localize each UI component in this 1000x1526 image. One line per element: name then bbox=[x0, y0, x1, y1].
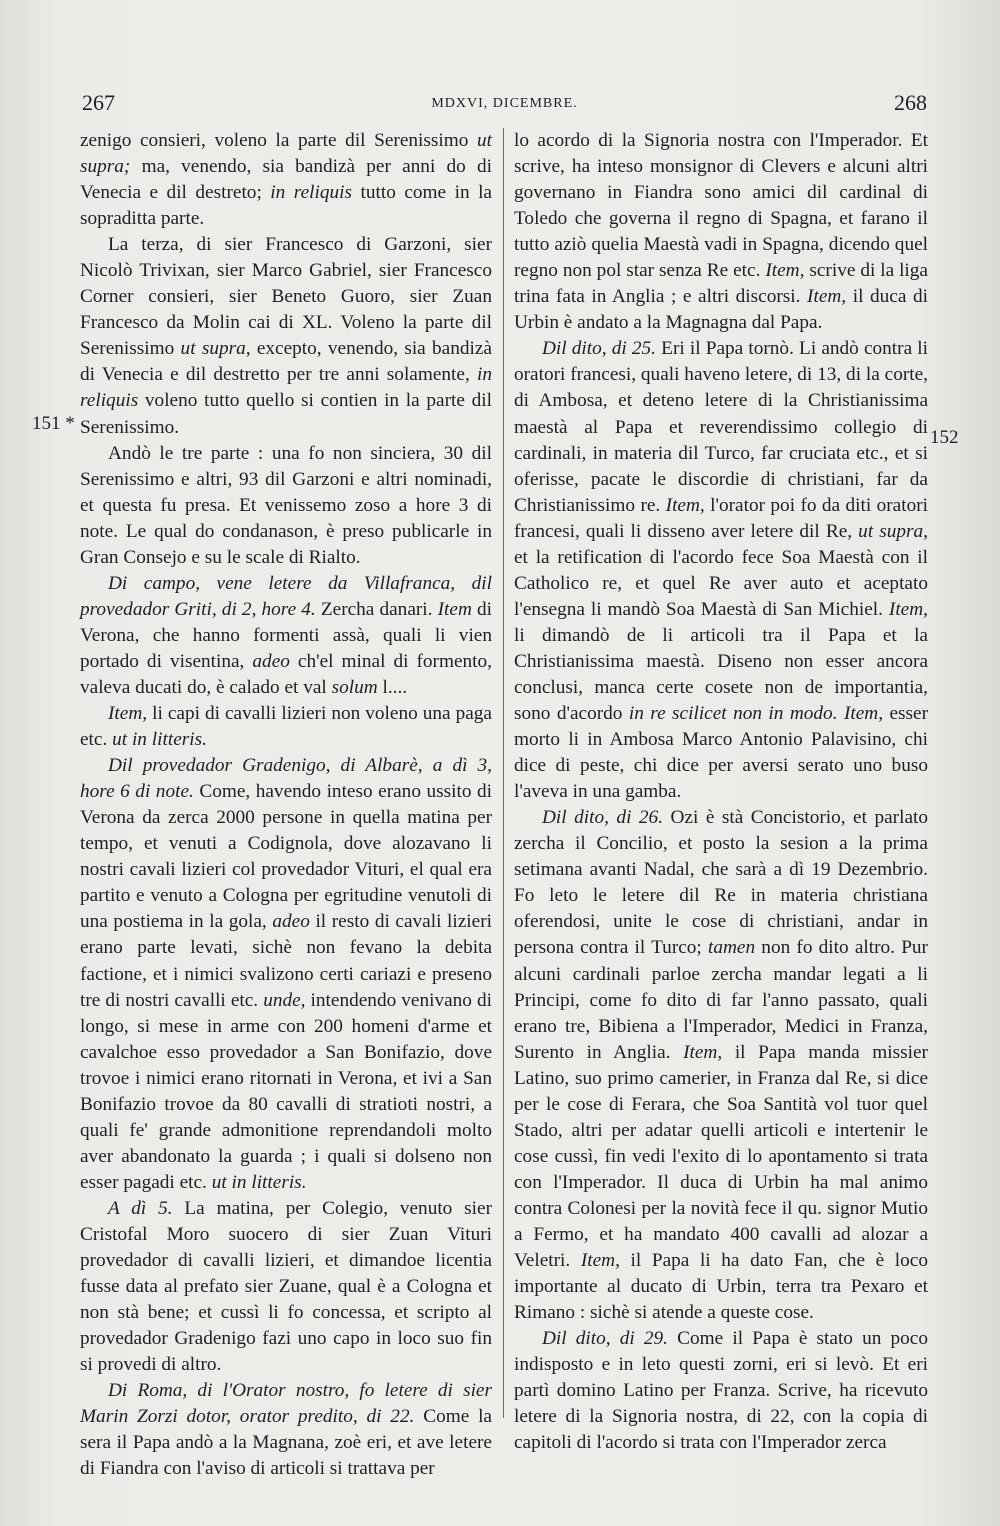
text-run: li capi di cavalli lizieri non voleno una paga etc. bbox=[80, 703, 492, 751]
italic-text-run: Di campo, vene letere da Villafranca, dil provedador Griti, di 2, hore 4. bbox=[80, 572, 492, 620]
column-divider bbox=[503, 128, 504, 1418]
italic-text-run: Item, bbox=[683, 1041, 723, 1063]
text-run: di Verona, che hanno formenti assà, quali li vien portado di visentina, bbox=[80, 598, 492, 672]
italic-text-run: Item, bbox=[580, 1250, 620, 1272]
italic-text-run: adeo bbox=[252, 650, 290, 672]
paragraph bbox=[514, 128, 928, 336]
italic-text-run: Di Roma, di l'Orator nostro, fo letere di sier Marin Zorzi dotor, orator predito, di 22. bbox=[80, 1380, 492, 1428]
text-run: La matina, per Colegio, venuto sier Cristofal Moro suocero di sier Zuan Vituri provedador di cavalli lizieri, et dimandoe licentia fusse data al prefato sier Zuane, qual è a Cologna et non stà bene; et cussì li fo concessa, et scripto al provedador Gradenigo fazi uno capo in loco suo fin si provedi di altro. bbox=[80, 1197, 493, 1376]
paragraph bbox=[514, 336, 928, 805]
paragraph bbox=[514, 805, 928, 1326]
italic-text-run: ut supra; bbox=[80, 130, 492, 178]
paragraph bbox=[80, 571, 492, 701]
italic-text-run: Item, bbox=[888, 598, 928, 620]
paragraph bbox=[80, 753, 492, 1196]
text-run: Ozi è stà Concistorio, et parlato zercha il Concilio, et posto la sesion a la prima setimana avanti Nadal, che sarà a dì 19 Dezembrio. Fo leto le letere dil Re in materia christiana oferendosi, unite le cose di christiani, andar in persona contra il Turco; bbox=[514, 807, 928, 959]
italic-text-run: Dil dito, di 26. bbox=[542, 807, 664, 829]
italic-text-run: unde, bbox=[263, 989, 306, 1011]
text-run: esser morto li in Ambosa Marco Antonio Palavisino, chi dice di peste, chi dice per aversi serato uno buso l'aveva in una gamba. bbox=[514, 703, 928, 803]
paragraph bbox=[80, 128, 492, 232]
italic-text-run: in re scilicet non in modo. Item, bbox=[628, 703, 884, 725]
margin-number-right: 152 bbox=[930, 427, 959, 448]
text-run: lo acordo di la Signoria nostra con l'Imperador. Et scrive, ha inteso monsignor di Clevers e alcuni altri governano in Fiandra sono amici dil cardinal di Toledo che governa il regno di Spagna, et farano il tutto aziò quelia Maestà vadi in Spagna, dicendo quel regno non pol star senza Re etc. bbox=[514, 130, 928, 282]
text-run: il duca di Urbin è andato a la Magnagna dal Papa. bbox=[514, 286, 928, 334]
italic-text-run: ut in litteris. bbox=[112, 729, 207, 751]
text-run: l.... bbox=[377, 676, 408, 698]
italic-text-run: Item, bbox=[108, 703, 148, 725]
text-run: il Papa manda missier Latino, suo primo camerier, in Franza dal Re, si dice per le cose di Ferara, che Soa Santità vol tuor quel Stado, altri per adatar quelli articoli e intertenir le cose cussì, fin vedi l'exito di lo apontamento si trata con l'Imperador. Il duca di Urbin ha mal animo contra Colonesi per la novità fece il qu. signor Mutio a Fermo, et ha mandato 400 cavalli ad alozar a Veletri. bbox=[514, 1041, 928, 1272]
text-run: il Papa li ha dato Fan, che è loco importante al ducato di Urbin, terra tra Pexaro et Rimano : sichè si atende a queste cose. bbox=[514, 1250, 928, 1324]
italic-text-run: Item, bbox=[765, 260, 805, 282]
right-text-column bbox=[514, 128, 928, 1456]
italic-text-run: solum bbox=[331, 676, 378, 698]
italic-text-run: adeo bbox=[272, 911, 310, 933]
paragraph bbox=[80, 1378, 492, 1482]
text-run: li dimandò de li articoli tra il Papa et la Christianissima maestà. Diseno non esser ancora conclusi, manca certe cosete non de importantia, sono d'acordo bbox=[514, 624, 928, 725]
text-run: Eri il Papa tornò. Li andò contra li oratori francesi, quali haveno letere, di 13, di la corte, di Ambosa, et deteno letere di la Christianissima maestà al Papa et reverendissimo collegio di cardinali, in materia dil Turco, far cruciata etc., et si oferisse, pacate le discordie di christiani, far da Christianissimo re. bbox=[514, 338, 928, 516]
text-run: tutto come in la sopraditta parte. bbox=[80, 182, 492, 230]
italic-text-run: Dil dito, di 29. bbox=[542, 1328, 668, 1350]
text-run: Come, havendo inteso erano ussito di Verona da zerca 2000 persone in quella matina per tempo, et venuti a Codignola, dove alozavano li nostri cavali lizieri col provedador Vituri, el qual era partito e venuto a Cologna per egritudine venutoli di una postiema in la gola, bbox=[80, 781, 492, 933]
paragraph bbox=[80, 701, 492, 753]
italic-text-run: Dil dito, di 25. bbox=[542, 338, 657, 360]
text-run: scrive di la liga trina fata in Anglia ; e altri discorsi. bbox=[514, 260, 928, 308]
left-text-column bbox=[80, 128, 492, 1482]
text-run: il resto di cavali lizieri erano parte levati, sichè non fevano la debita factione, et i nimici svalizono certi cariazi e preseno tre di nostri cavalli etc. bbox=[80, 911, 492, 1011]
running-header bbox=[82, 90, 927, 124]
text-run: l'orator poi fo da diti oratori francesi, quali li disseno aver letere dil Re, bbox=[514, 494, 929, 542]
italic-text-run: ut supra, bbox=[858, 520, 928, 542]
text-run: voleno tutto quello si contien in la parte dil Serenissimo. bbox=[80, 390, 492, 438]
italic-text-run: ut supra, bbox=[180, 338, 251, 360]
paragraph bbox=[80, 1196, 492, 1378]
page-number-left: 267 bbox=[82, 90, 115, 115]
paragraph bbox=[80, 441, 492, 571]
paragraph bbox=[80, 232, 492, 440]
text-run: ma, venendo, sia bandizà per anni do di Venecia e dil destreto; bbox=[80, 156, 492, 204]
text-run: Andò le tre parte : una fo non sinciera, 30 dil Serenissimo e altri, 93 dil Garzoni e altri nominadi, et questa fu presa. Et venissemo zoso a hore 3 di note. Le qual do condanason, è preso publicarle in Gran Consejo e su le scale di Rialto. bbox=[80, 442, 492, 568]
italic-text-run: Item bbox=[437, 598, 472, 620]
italic-text-run: tamen bbox=[707, 937, 756, 959]
text-run: Come la sera il Papa andò a la Magnana, zoè eri, et ave letere di Fiandra con l'aviso di articoli si trattava per bbox=[80, 1406, 492, 1480]
text-run: excepto, venendo, sia bandizà di Venecia e dil destretto per tre anni solamente, bbox=[80, 338, 492, 386]
paragraph bbox=[514, 1326, 928, 1456]
text-run: non fo dito altro. Pur alcuni cardinali parloe zercha mandar legati a li Principi, come fo dito di far l'anno passato, quali erano tre, Bibiena a l'Imperador, Medici in Franza, Surento in Anglia. bbox=[514, 937, 928, 1063]
running-title: MDXVI, DICEMBRE. bbox=[431, 96, 578, 111]
text-run: La terza, di sier Francesco di Garzoni, sier Nicolò Trivixan, sier Marco Gabriel, sier Francesco Corner consieri, sier Beneto Guoro, sier Zuan Francesco da Molin cai di XL. Voleno la parte dil Serenissimo bbox=[80, 234, 492, 360]
text-run: Come il Papa è stato un poco indisposto e in leto questi zorni, eri si levò. Et eri partì domino Latino per Franza. Scrive, ha ricevuto letere di la Signoria nostra, di 22, con la copia di capitoli di l'acordo si trata con l'Imperador zerca bbox=[514, 1328, 929, 1454]
page-number-right: 268 bbox=[894, 90, 927, 115]
text-run: et la retification di l'acordo fece Soa Maestà con il Catholico re, et quel Re aver auto et aceptato l'ensegna li mandò Soa Maestà di San Michiel. bbox=[514, 546, 928, 620]
italic-text-run: in reliquis bbox=[270, 182, 352, 204]
italic-text-run: Dil provedador Gradenigo, di Albarè, a dì 3, hore 6 di note. bbox=[80, 755, 492, 803]
text-run: ch'el minal di formento, valeva ducati do, è calado et val bbox=[80, 650, 492, 698]
text-run: Zercha danari. bbox=[315, 598, 438, 620]
italic-text-run: in reliquis bbox=[80, 364, 492, 412]
text-run: intendendo venivano di longo, si mese in arme con 200 homeni d'arme et cavalchoe esso provedador a San Bonifazio, dove trovoe i nimici erano ritornati in Verona, et ivi a San Bonifazio trovoe da 80 cavalli di stratioti nostri, a quali fe' grande admonitione reprendandoli molto aver abandonato la guarda ; i quali si dolseno non esser pagadi etc. bbox=[80, 989, 492, 1193]
text-run: zenigo consieri, voleno la parte dil Serenissimo bbox=[80, 130, 477, 151]
italic-text-run: Item, bbox=[807, 286, 847, 308]
italic-text-run: ut in litteris. bbox=[211, 1171, 307, 1193]
italic-text-run: Item, bbox=[665, 494, 705, 516]
margin-number-left: 151 * bbox=[32, 413, 75, 434]
italic-text-run: A dì 5. bbox=[108, 1197, 173, 1219]
